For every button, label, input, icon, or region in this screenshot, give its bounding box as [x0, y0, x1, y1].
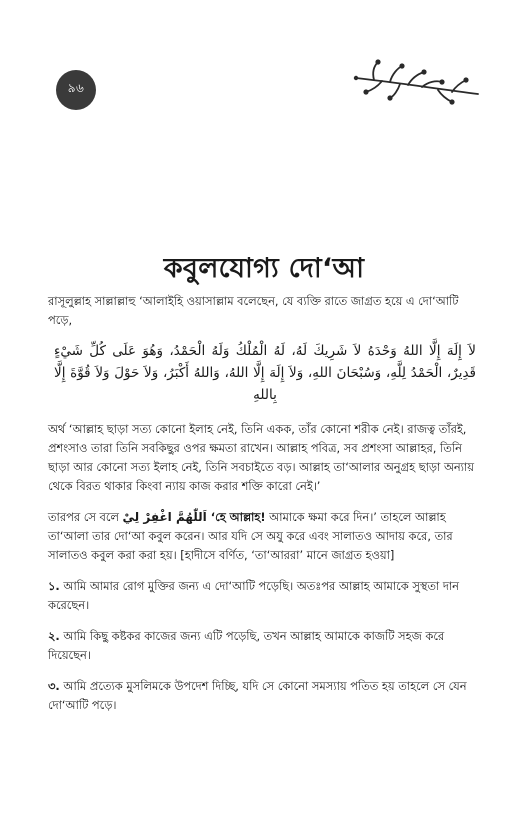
- list-item-number: ৩.: [48, 679, 60, 693]
- list-item-number: ১.: [48, 579, 60, 593]
- quote-rest: আমাকে ক্ষমা করে দিন।’ তাহলে আল্লাহ তা‘আলা তার দো‘আ কবুল করেন। আর যদি সে অযু করে এবং সালাতও আদায় করে, তার সালাতও কবুল করা করা হয়। [হাদীসে বর্ণিত, ‘তা‘আররা’ মানে জাগ্রত হওয়া]: [48, 510, 453, 562]
- page-number: ৯৬: [67, 81, 85, 95]
- then-before: তারপর সে বলে: [48, 510, 123, 524]
- list-item: [48, 677, 482, 715]
- list-item-text: আমি কিছু কষ্টকর কাজের জন্য এটি পড়েছি, তখন আল্লাহ আমাকে কাজটি সহজ করে দিয়েছেন।: [48, 629, 445, 662]
- then-paragraph: [48, 508, 482, 565]
- body-text: [48, 292, 482, 727]
- page-title: কবুলযোগ্য দো‘আ: [163, 253, 365, 284]
- branch-ornament-icon: [352, 56, 482, 106]
- arabic-dua: لاَ إِلَهَ إِلَّا اللهُ وَحْدَهُ لاَ شَرِيكَ لَهُ، لَهُ الْمُلْكُ وَلَهُ الْحَمْدُ، وَهُوَ عَلَى كُلِّ شَيْءٍ قَدِيرٌ، الْحَمْدُ لِلَّهِ، وَسُبْحَانَ اللهِ، وَلاَ إِلَهَ إِلَّا اللهُ، وَاللهُ أَكْبَرُ، وَلاَ حَوْلَ وَلاَ قُوَّةَ إِلَّا بِاللهِ: [54, 343, 476, 403]
- arabic-inline-dua: اَللّٰهُمَّ اغْفِرْ لِيْ: [122, 510, 207, 524]
- quote-bold: ‘হে আল্লাহ!: [206, 510, 266, 524]
- list-item-number: ২.: [48, 629, 60, 643]
- page-number-badge: [56, 70, 96, 110]
- list-item-text: আমি প্রত্যেক মুসলিমকে উপদেশ দিচ্ছি, যদি সে কোনো সমস্যায় পতিত হয় তাহলে সে যেন দো‘আটি পড়ে।: [48, 679, 467, 712]
- list-item-text: আমি আমার রোগ মুক্তির জন্য এ দো‘আটি পড়েছি। অতঃপর আল্লাহ আমাকে সুস্থতা দান করেছেন।: [48, 579, 459, 612]
- meaning-paragraph: অর্থ ‘আল্লাহ ছাড়া সত্য কোনো ইলাহ নেই, তিনি একক, তাঁর কোনো শরীক নেই। রাজত্ব তাঁরই, প্রশংসাও তারা তিনি সবকিছুর ওপর ক্ষমতা রাখেন। আল্লাহ পবিত্র, সব প্রশংসা আল্লাহর, তিনি ছাড়া আর কোনো সত্য ইলাহ নেই, তিনি সবচাইতে বড়। আল্লাহ তা‘আলার অনুগ্রহ ছাড়া অন্যায় থেকে বিরত থাকার কিংবা ন্যায় কাজ করার শক্তি কারো নেই।’: [48, 422, 474, 493]
- intro-paragraph: রাসূলুল্লাহ সাল্লাল্লাহু ‘আলাইহি ওয়াসাল্লাম বলেছেন, যে ব্যক্তি রাতে জাগ্রত হয়ে এ দো‘আটি পড়ে,: [48, 294, 459, 327]
- list-item: [48, 577, 482, 615]
- list-item: [48, 627, 482, 665]
